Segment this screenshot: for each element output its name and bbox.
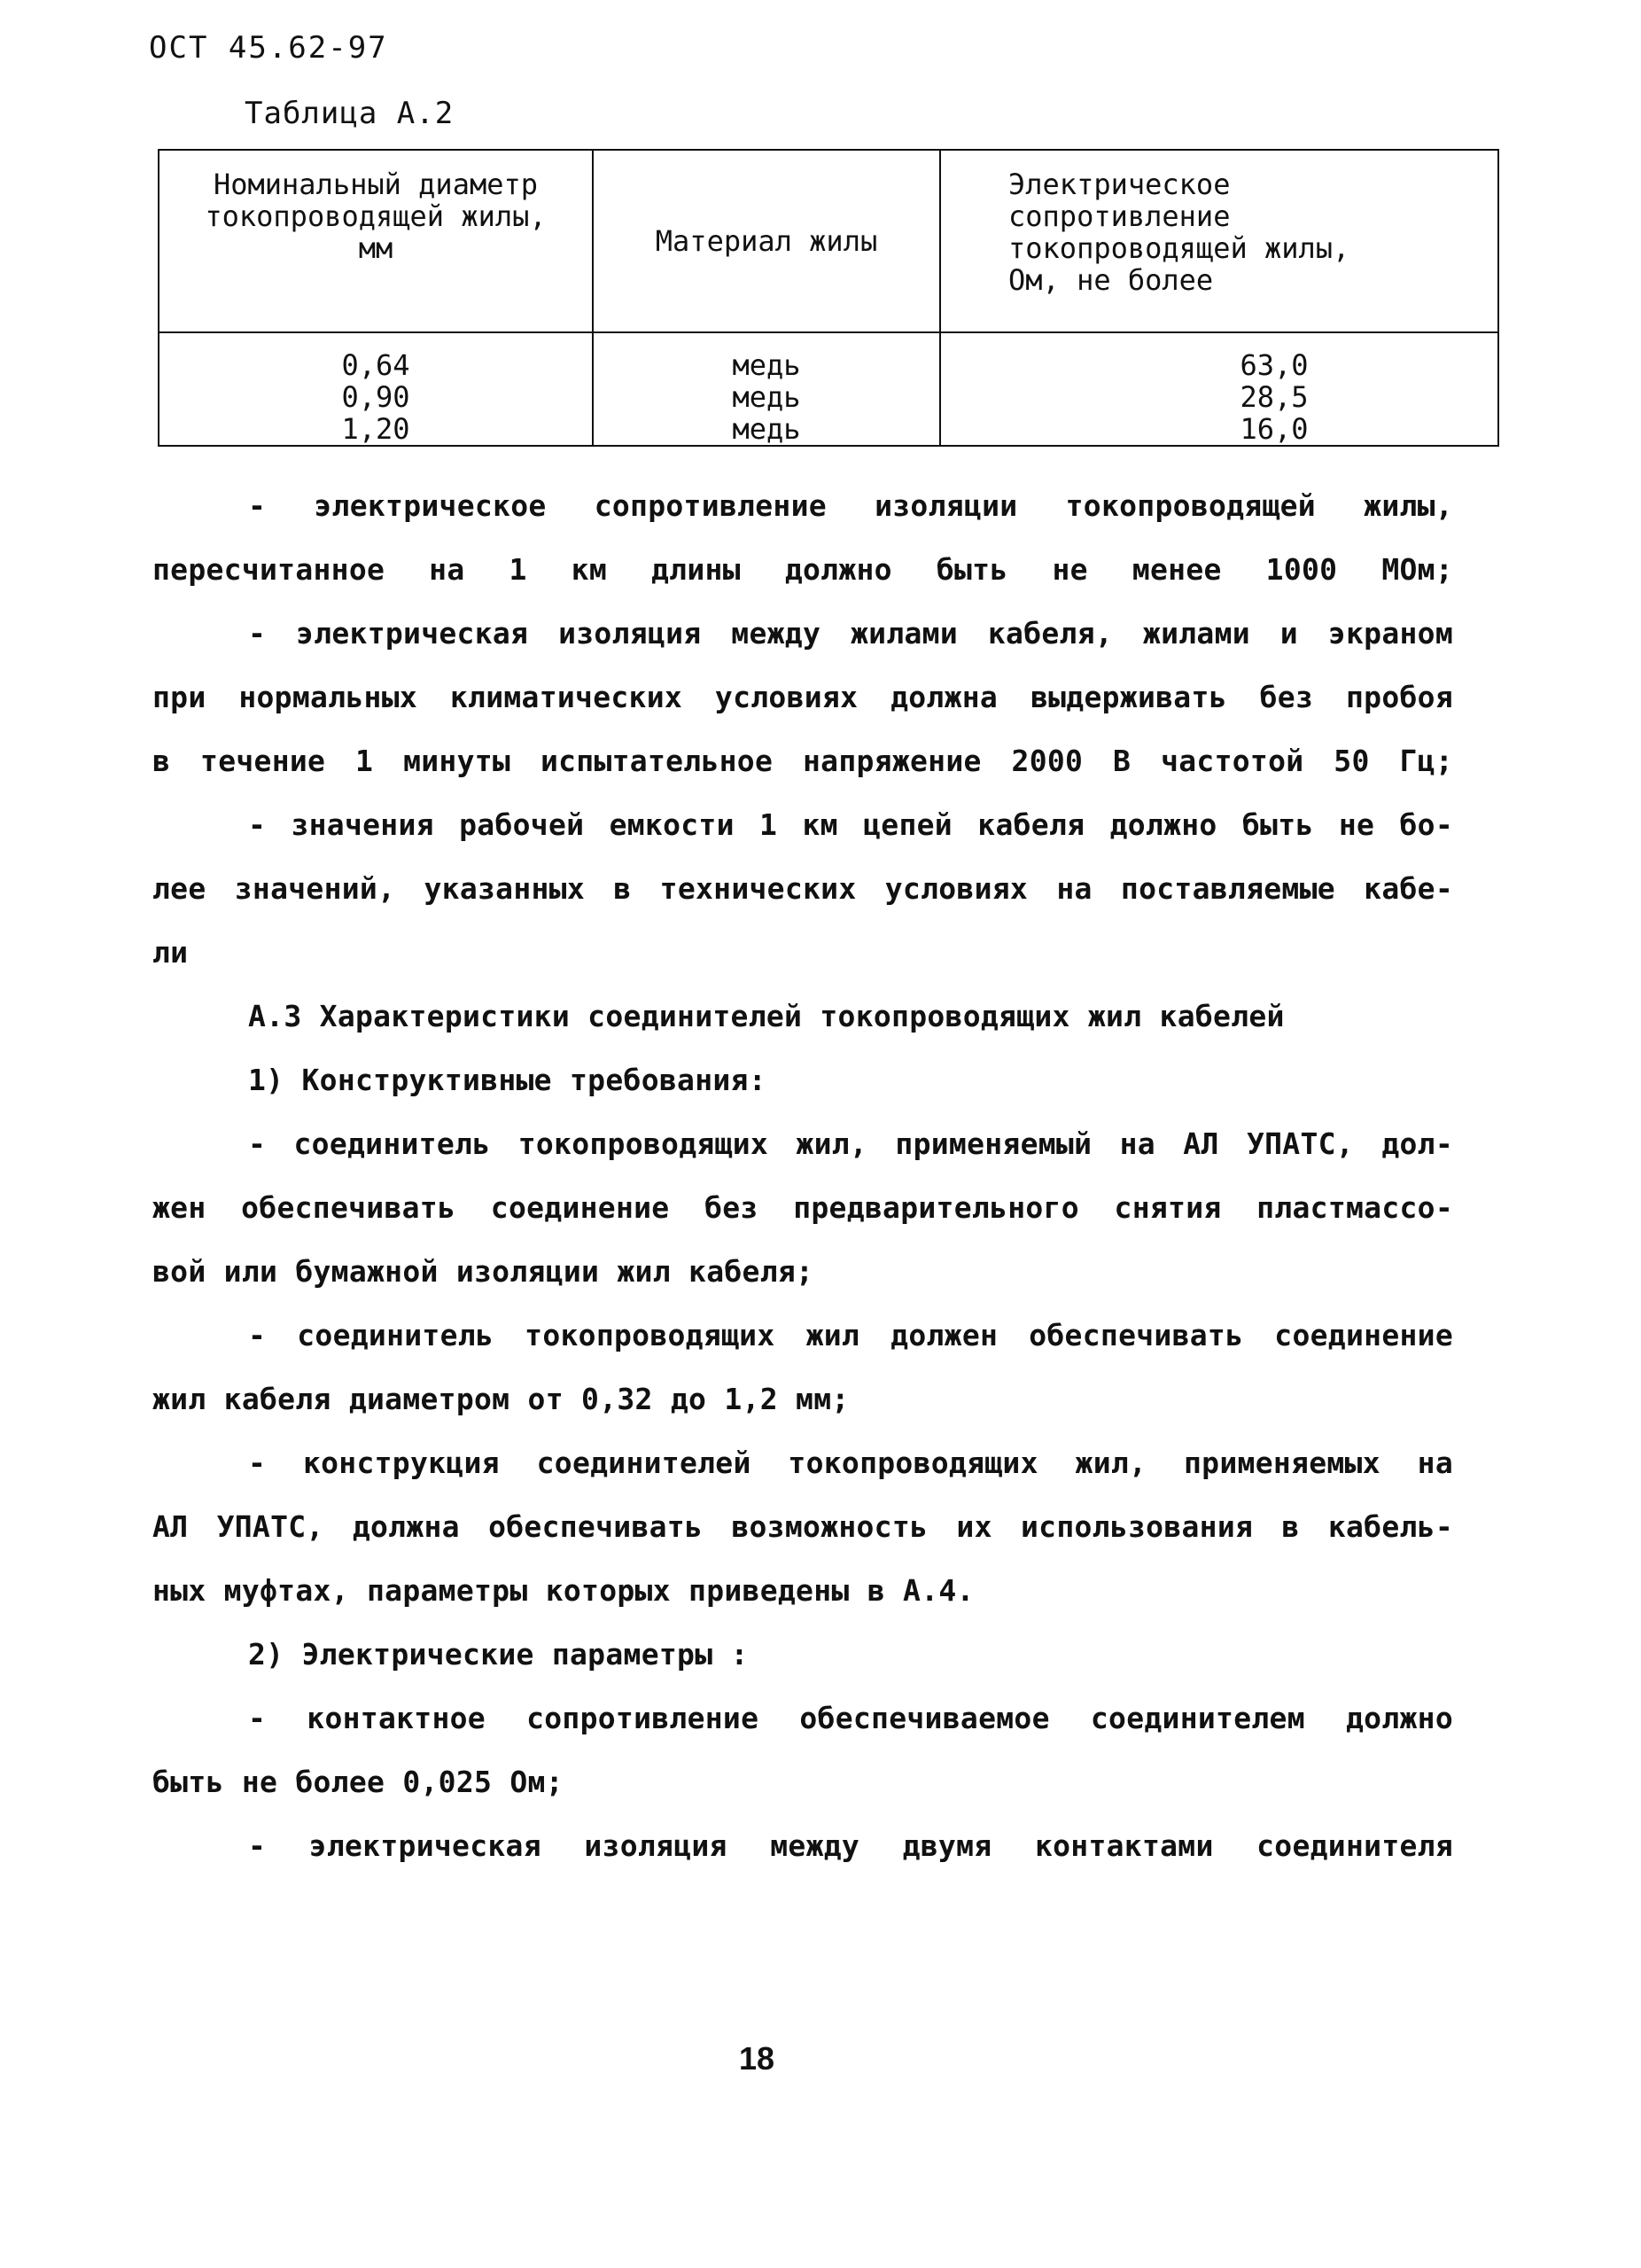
cell-diameters: 0,64 0,90 1,20 (159, 332, 593, 446)
text-line: пересчитанное на 1 км длины должно быть не менее 1000 МОм; (152, 552, 1453, 587)
text-line: - соединитель токопроводящих жил должен обеспечивать соединение (248, 1318, 1453, 1352)
table-header-row (159, 150, 1498, 332)
header-resistance: Электрическое сопротивление токопроводящей жилы, Ом, не более (940, 150, 1498, 332)
text-line: - конструкция соединителей токопроводящих жил, применяемых на (248, 1446, 1453, 1480)
text-line: жен обеспечивать соединение без предварительного снятия пластмассо- (152, 1190, 1453, 1225)
text-line: жил кабеля диаметром от 0,32 до 1,2 мм; (152, 1382, 850, 1416)
text-line: при нормальных климатических условиях должна выдерживать без пробоя (152, 680, 1453, 714)
text-line: - соединитель токопроводящих жил, применяемый на АЛ УПАТС, дол- (248, 1126, 1453, 1161)
text-line: АЛ УПАТС, должна обеспечивать возможность их использования в кабель- (152, 1509, 1453, 1544)
table-row (159, 332, 1498, 446)
cell-resistances: 63,0 28,5 16,0 (940, 332, 1498, 446)
subsection-heading: 2) Электрические параметры : (248, 1637, 749, 1672)
text-line: - электрическая изоляция между жилами кабеля, жилами и экраном (248, 616, 1453, 651)
text-line: лее значений, указанных в технических условиях на поставляемые кабе- (152, 871, 1453, 906)
page-number: 18 (739, 2040, 775, 2077)
text-line: в течение 1 минуты испытательное напряжение 2000 В частотой 50 Гц; (152, 744, 1453, 778)
section-heading: А.3 Характеристики соединителей токопроводящих жил кабелей (248, 999, 1285, 1033)
cell-materials: медь медь медь (593, 332, 940, 446)
document-code: ОСТ 45.62-97 (149, 30, 388, 66)
text-line: ных муфтах, параметры которых приведены в А.4. (152, 1573, 975, 1608)
text-line: вой или бумажной изоляции жил кабеля; (152, 1254, 814, 1289)
text-line: ли (152, 935, 189, 970)
text-line: - контактное сопротивление обеспечиваемое соединителем должно (248, 1701, 1453, 1735)
text-line: - электрическая изоляция между двумя контактами соединителя (248, 1828, 1453, 1863)
text-line: быть не более 0,025 Ом; (152, 1765, 564, 1799)
header-material: Материал жилы (593, 150, 940, 332)
resistance-table (158, 149, 1499, 447)
subsection-heading: 1) Конструктивные требования: (248, 1063, 766, 1097)
table-caption: Таблица А.2 (245, 96, 455, 131)
header-diameter: Номинальный диаметр токопроводящей жилы, мм (159, 150, 593, 332)
text-line: - значения рабочей емкости 1 км цепей кабеля должно быть не бо- (248, 807, 1453, 842)
text-line: - электрическое сопротивление изоляции токопроводящей жилы, (248, 488, 1453, 523)
